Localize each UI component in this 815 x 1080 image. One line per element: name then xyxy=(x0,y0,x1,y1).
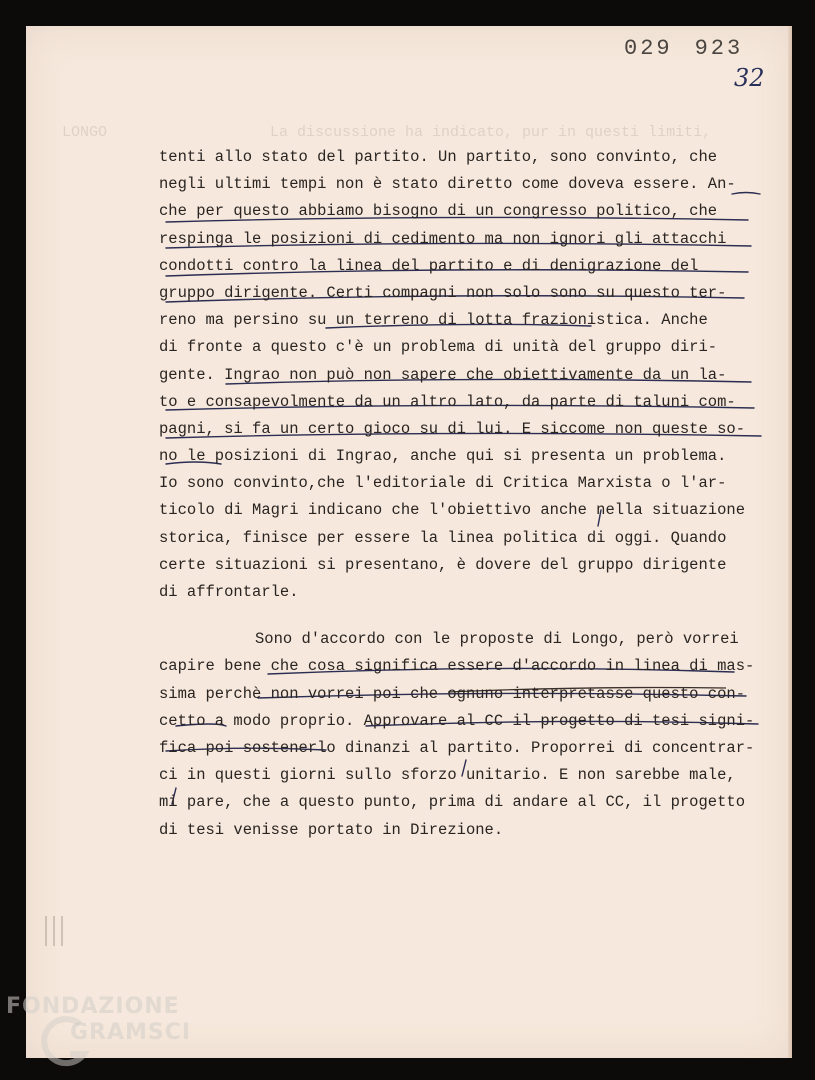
text-line: storica, finisce per essere la linea politica di oggi. Quando xyxy=(159,528,727,547)
text-line: pagni, si fa un certo gioco su di lui. E siccome non queste so- xyxy=(159,419,745,438)
text-line: capire bene che cosa significa essere d'accordo in linea di mas- xyxy=(159,657,755,676)
text-line: mi pare, che a questo punto, prima di andare al CC, il progetto xyxy=(159,793,745,812)
archive-code-a: 029 xyxy=(624,36,673,61)
handwritten-page-number: 32 xyxy=(734,64,765,92)
watermark-line-1: FONDAZIONE xyxy=(6,994,180,1019)
text-line: di fronte a questo c'è un problema di unità del gruppo diri- xyxy=(159,338,718,357)
text-line: negli ultimi tempi non è stato diretto come doveva essere. An- xyxy=(159,175,736,194)
text-line: ticolo di Magri indicano che l'obiettivo anche nella situazione xyxy=(159,501,745,520)
text-line: sima perchè non vorrei poi che ognuno interpretasse questo con- xyxy=(159,684,745,703)
watermark-g-logo-icon xyxy=(30,1014,100,1074)
text-line: Sono d'accordo con le proposte di Longo, però vorrei xyxy=(255,630,739,649)
pencil-tick-marks xyxy=(38,906,78,956)
text-line: certe situazioni si presentano, è dovere del gruppo dirigente xyxy=(159,555,727,574)
document-page xyxy=(26,26,792,1058)
text-line: gruppo dirigente. Certi compagni non solo sono su questo ter- xyxy=(159,283,727,302)
document-body xyxy=(159,144,779,844)
text-line: gente. Ingrao non può non sapere che obiettivamente da un la- xyxy=(159,365,727,384)
fondazione-gramsci-watermark xyxy=(0,990,220,1060)
show-through-text: La discussione ha indicato, pur in questi limiti, xyxy=(270,124,712,141)
text-line: condotti contro la linea del partito e di denigrazione del xyxy=(159,256,699,275)
text-line: ci in questi giorni sullo sforzo unitario. E non sarebbe male, xyxy=(159,766,736,785)
archive-code-b: 923 xyxy=(694,36,744,61)
text-line: fica poi sostenerlo dinanzi al partito. Proporrei di concentrar- xyxy=(159,738,755,757)
text-line: Io sono convinto,che l'editoriale di Critica Marxista o l'ar- xyxy=(159,474,727,493)
text-line: tenti allo stato del partito. Un partito, sono convinto, che xyxy=(159,148,718,166)
text-line: cetto a modo proprio. Approvare al CC il progetto di tesi signi- xyxy=(159,711,755,730)
text-line: di affrontarle. xyxy=(159,583,299,601)
text-line: che per questo abbiamo bisogno di un congresso politico, che xyxy=(159,202,718,221)
text-line: di tesi venisse portato in Direzione. xyxy=(159,820,504,839)
text-line: no le posizioni di Ingrao, anche qui si presenta un problema. xyxy=(159,447,727,466)
text-line: reno ma persino su un terreno di lotta frazionistica. Anche xyxy=(159,311,708,330)
text-line: to e consapevolmente da un altro lato, da parte di taluni com- xyxy=(159,392,736,411)
watermark-line-2: GRAMSCI xyxy=(70,1020,192,1045)
show-through-margin-label: LONGO xyxy=(62,124,108,141)
text-line: respinga le posizioni di cedimento ma non ignori gli attacchi xyxy=(159,229,727,248)
